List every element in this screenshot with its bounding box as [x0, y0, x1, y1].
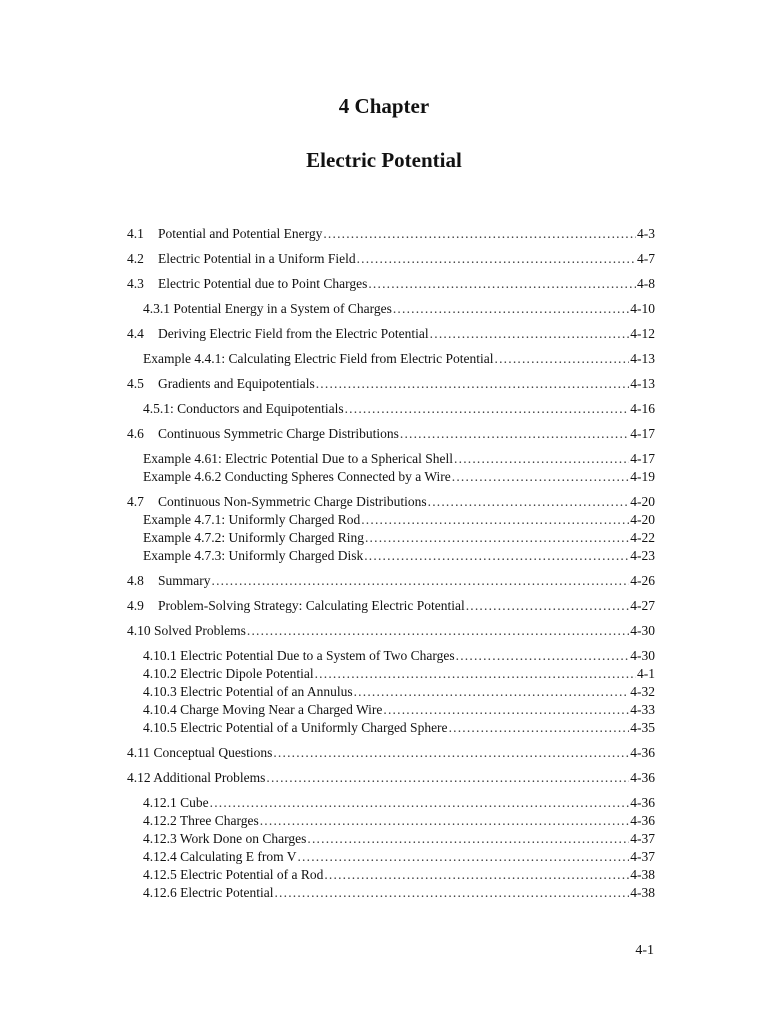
toc-entry-label — [143, 701, 382, 719]
toc-entry-page: 4-38 — [630, 885, 655, 900]
toc-entry-title: 4.11 Conceptual Questions — [127, 745, 273, 760]
dot-leader — [323, 225, 636, 243]
toc-entry-title: Continuous Non-Symmetric Charge Distributions — [158, 494, 427, 509]
dot-leader — [266, 769, 629, 787]
dot-leader — [345, 400, 630, 418]
toc-entry-label — [143, 400, 344, 418]
chapter-heading: 4 Chapter — [338, 94, 430, 118]
dot-leader — [297, 848, 629, 866]
toc-entry-page: 4-36 — [630, 813, 655, 828]
dot-leader — [364, 547, 629, 565]
dot-leader — [361, 511, 629, 529]
toc-entry-label — [143, 848, 296, 866]
toc-entry-title: 4.12.6 Electric Potential — [143, 885, 274, 900]
toc-entry[interactable] — [127, 468, 655, 486]
toc-entry-label — [143, 350, 494, 368]
toc-entry-title: Deriving Electric Field from the Electric Potential — [158, 326, 429, 341]
toc-entry[interactable] — [127, 275, 655, 293]
toc-entry-number: 4.2 — [127, 251, 144, 266]
dot-leader — [393, 300, 629, 318]
dot-leader — [315, 665, 636, 683]
toc-entry-title: Summary — [158, 573, 211, 588]
toc-entry-label — [127, 493, 427, 511]
toc-entry[interactable] — [127, 572, 655, 590]
toc-entry-page: 4-35 — [630, 720, 655, 735]
toc-entry-title: Electric Potential due to Point Charges — [158, 276, 368, 291]
toc-entry[interactable] — [127, 225, 655, 243]
toc-entry-page: 4-16 — [630, 401, 655, 416]
toc-entry-label — [143, 468, 451, 486]
toc-entry[interactable] — [127, 529, 655, 547]
toc-entry[interactable] — [127, 300, 655, 318]
dot-leader — [456, 647, 630, 665]
toc-entry-page: 4-12 — [630, 326, 655, 341]
toc-entry-title: 4.12.4 Calculating E from V — [143, 849, 297, 864]
toc-entry-label — [143, 719, 448, 737]
toc-entry-title: Electric Potential in a Uniform Field — [158, 251, 356, 266]
toc-entry-number: 4.9 — [127, 598, 144, 613]
toc-entry-title: Potential and Potential Energy — [158, 226, 323, 241]
toc-entry-label — [143, 529, 364, 547]
toc-entry-title: 4.12.2 Three Charges — [143, 813, 259, 828]
toc-entry[interactable] — [127, 884, 655, 902]
toc-entry-label — [143, 884, 273, 902]
dot-leader — [212, 572, 630, 590]
toc-entry-label — [143, 450, 453, 468]
toc-entry-title: 4.10.2 Electric Dipole Potential — [143, 666, 314, 681]
toc-entry-page: 4-36 — [630, 770, 655, 785]
toc-entry-title: 4.5.1: Conductors and Equipotentials — [143, 401, 344, 416]
toc-entry[interactable] — [127, 701, 655, 719]
toc-entry-number: 4.5 — [127, 376, 144, 391]
toc-entry-label — [143, 866, 323, 884]
dot-leader — [368, 275, 636, 293]
toc-entry-title: 4.10.1 Electric Potential Due to a System of Two Charges — [143, 648, 455, 663]
toc-entry-label — [143, 511, 360, 529]
toc-entry[interactable] — [127, 744, 655, 762]
toc-entry-title: Example 4.7.1: Uniformly Charged Rod — [143, 512, 361, 527]
toc-entry-page: 4-10 — [630, 301, 655, 316]
toc-entry-title: 4.12.3 Work Done on Charges — [143, 831, 307, 846]
toc-entry[interactable] — [127, 250, 655, 268]
dot-leader — [495, 350, 630, 368]
dot-leader — [430, 325, 630, 343]
toc-entry-label — [143, 830, 306, 848]
toc-entry-page: 4-37 — [630, 831, 655, 846]
toc-entry-title: 4.12 Additional Problems — [127, 770, 266, 785]
toc-entry-label — [127, 597, 465, 615]
toc-entry-label — [127, 225, 322, 243]
dot-leader — [383, 701, 629, 719]
toc-entry[interactable] — [127, 597, 655, 615]
toc-entry[interactable] — [127, 769, 655, 787]
toc-entry[interactable] — [127, 350, 655, 368]
toc-entry-title: 4.10.3 Electric Potential of an Annulus — [143, 684, 353, 699]
dot-leader — [324, 866, 629, 884]
toc-entry-label — [143, 794, 209, 812]
toc-entry-label — [127, 572, 211, 590]
chapter-title: Electric Potential — [306, 148, 462, 172]
toc-entry-title: Example 4.61: Electric Potential Due to a Spherical Shell — [143, 451, 454, 466]
toc-entry[interactable] — [127, 493, 655, 511]
toc-entry-label — [143, 647, 455, 665]
toc-entry-page: 4-33 — [630, 702, 655, 717]
toc-entry-label — [127, 275, 367, 293]
toc-entry-page: 4-20 — [630, 512, 655, 527]
toc-entry-title: 4.10.5 Electric Potential of a Uniformly Charged Sphere — [143, 720, 448, 735]
toc-entry-page: 4-7 — [637, 251, 655, 266]
toc-entry-label — [143, 683, 353, 701]
dot-leader — [466, 597, 630, 615]
toc-entry-title: Gradients and Equipotentials — [158, 376, 315, 391]
toc-entry-title: 4.3.1 Potential Energy in a System of Charges — [143, 301, 392, 316]
toc-entry-page: 4-1 — [637, 666, 655, 681]
dot-leader — [357, 250, 636, 268]
dot-leader — [354, 683, 630, 701]
toc-entry-title: 4.10 Solved Problems — [127, 623, 246, 638]
toc-entry[interactable] — [127, 683, 655, 701]
toc-entry-number: 4.4 — [127, 326, 144, 341]
toc-entry[interactable] — [127, 425, 655, 443]
dot-leader — [428, 493, 630, 511]
toc-entry-title: 4.12.1 Cube — [143, 795, 209, 810]
toc-entry-page: 4-27 — [630, 598, 655, 613]
toc-entry-title: 4.12.5 Electric Potential of a Rod — [143, 867, 324, 882]
dot-leader — [365, 529, 629, 547]
toc-entry-title: 4.10.4 Charge Moving Near a Charged Wire — [143, 702, 383, 717]
dot-leader — [274, 884, 629, 902]
toc-entry-label — [127, 375, 315, 393]
toc-entry-number: 4.7 — [127, 494, 144, 509]
toc-entry-page: 4-26 — [630, 573, 655, 588]
dot-leader — [454, 450, 629, 468]
toc-entry-label — [143, 547, 363, 565]
toc-entry-page: 4-13 — [630, 376, 655, 391]
dot-leader — [400, 425, 629, 443]
toc-entry-title: Continuous Symmetric Charge Distributions — [158, 426, 399, 441]
toc-entry-page: 4-23 — [630, 548, 655, 563]
toc-entry-page: 4-38 — [630, 867, 655, 882]
toc-entry[interactable] — [127, 622, 655, 640]
toc-entry-page: 4-8 — [637, 276, 655, 291]
toc-entry[interactable] — [127, 325, 655, 343]
toc-entry-title: Example 4.6.2 Conducting Spheres Connected by a Wire — [143, 469, 451, 484]
toc-entry-page: 4-20 — [630, 494, 655, 509]
toc-entry-number: 4.6 — [127, 426, 144, 441]
toc-entry[interactable] — [127, 830, 655, 848]
toc-entry-title: Problem-Solving Strategy: Calculating Electric Potential — [158, 598, 465, 613]
dot-leader — [210, 794, 630, 812]
dot-leader — [452, 468, 629, 486]
toc-entry[interactable] — [127, 719, 655, 737]
toc-entry-page: 4-30 — [630, 623, 655, 638]
toc-entry-label — [143, 300, 392, 318]
toc-entry-label — [127, 325, 429, 343]
toc-entry[interactable] — [127, 400, 655, 418]
dot-leader — [247, 622, 629, 640]
toc-entry-page: 4-22 — [630, 530, 655, 545]
toc-entry-number: 4.3 — [127, 276, 144, 291]
toc-entry-label — [143, 812, 259, 830]
dot-leader — [316, 375, 630, 393]
toc-entry-page: 4-19 — [630, 469, 655, 484]
toc-entry-title: Example 4.7.3: Uniformly Charged Disk — [143, 548, 364, 563]
toc-entry[interactable] — [127, 665, 655, 683]
toc-entry[interactable] — [127, 375, 655, 393]
toc-entry-title: Example 4.4.1: Calculating Electric Field from Electric Potential — [143, 351, 494, 366]
toc-entry-label — [127, 425, 399, 443]
toc-entry-label — [127, 250, 356, 268]
toc-entry-label — [127, 744, 272, 762]
toc-entry[interactable] — [127, 450, 655, 468]
toc-entry[interactable] — [127, 812, 655, 830]
dot-leader — [273, 744, 629, 762]
toc-entry[interactable] — [127, 794, 655, 812]
toc-entry-page: 4-30 — [630, 648, 655, 663]
toc-entry[interactable] — [127, 511, 655, 529]
toc-entry-page: 4-36 — [630, 745, 655, 760]
toc-entry-page: 4-32 — [630, 684, 655, 699]
toc-entry-title: Example 4.7.2: Uniformly Charged Ring — [143, 530, 364, 545]
toc-entry-number: 4.8 — [127, 573, 144, 588]
dot-leader — [449, 719, 630, 737]
toc-entry-page: 4-37 — [630, 849, 655, 864]
toc-entry[interactable] — [127, 866, 655, 884]
toc-entry[interactable] — [127, 647, 655, 665]
toc-entry-page: 4-3 — [637, 226, 655, 241]
toc-entry-number: 4.1 — [127, 226, 144, 241]
toc-entry-page: 4-17 — [630, 451, 655, 466]
toc-entry-label — [143, 665, 314, 683]
dot-leader — [307, 830, 629, 848]
toc-entry-label — [127, 769, 265, 787]
toc-entry-page: 4-17 — [630, 426, 655, 441]
table-of-contents — [127, 225, 655, 902]
page-number: 4-1 — [635, 943, 654, 958]
toc-entry-label — [127, 622, 246, 640]
toc-entry-page: 4-13 — [630, 351, 655, 366]
toc-entry[interactable] — [127, 547, 655, 565]
dot-leader — [260, 812, 630, 830]
toc-entry[interactable] — [127, 848, 655, 866]
toc-entry-page: 4-36 — [630, 795, 655, 810]
